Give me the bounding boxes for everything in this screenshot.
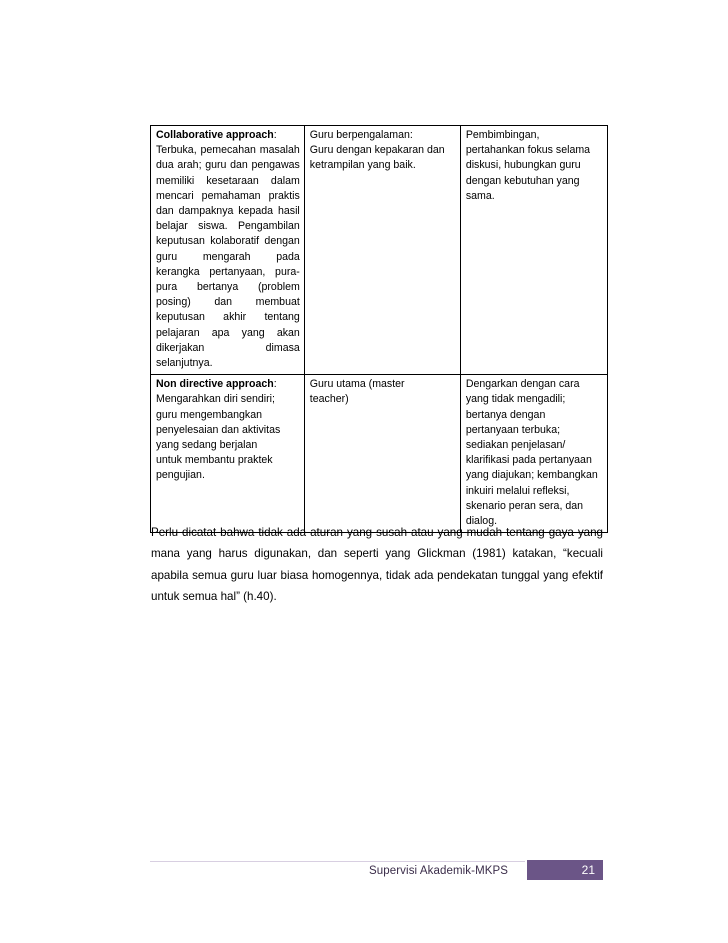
footer-divider xyxy=(150,861,525,862)
approach-description: Mengarahkan diri sendiri; guru mengembangkan penyelesaian dan aktivitas yang sedang berjalan untuk membantu praktek pengujian. xyxy=(156,393,281,482)
approach-name-separator: : xyxy=(273,378,277,391)
supervisor-description: Guru berpengalaman: Guru dengan kepakaran dan ketrampilan yang baik. xyxy=(309,129,445,172)
behavior-description: Dengarkan dengan cara yang tidak mengadili; bertanya dengan pertanyaan terbuka; sediakan penjelasan/ klarifikasi pada pertanyaan yang diajukan; kembangkan inkuiri melalui refleksi, skenario peran sera, dan dialog. xyxy=(465,378,598,528)
page-number-badge xyxy=(527,860,603,880)
table-row xyxy=(151,126,608,375)
table-cell-behavior xyxy=(460,126,607,375)
approach-description: Terbuka, pemecahan masalah dua arah; guru dan pengawas memiliki kesetaraan dalam mencari pemahaman praktis dan dampaknya kepada hasil belajar siswa. Pengambilan keputusan kolaboratif dengan guru mengarah pada kerangka pertanyaan, pura-pura bertanya (problem posing) dan membuat keputusan akhir tentang pelajaran apa yang akan dikerjakan dimasa selanjutnya. xyxy=(156,144,300,370)
body-paragraph: Perlu dicatat bahwa tidak ada aturan yang susah atau yang mudah tentang gaya yang mana yang harus digunakan, dan seperti yang Glickman (1981) katakan, “kecuali apabila semua guru luar biasa homogennya, tidak ada pendekatan tunggal yang efektif untuk semua hal” (h.40). xyxy=(151,525,603,604)
table-cell-behavior xyxy=(460,375,607,533)
supervision-approach-table xyxy=(150,125,608,533)
behavior-description: Pembimbingan, pertahankan fokus selama diskusi, hubungkan guru dengan kebutuhan yang sama. xyxy=(465,129,591,202)
table-cell-approach xyxy=(151,375,305,533)
approach-name: Non directive approach xyxy=(156,378,274,391)
table-cell-approach xyxy=(151,126,305,375)
approach-name-separator: : xyxy=(273,129,277,141)
page-number: 21 xyxy=(581,863,595,877)
table-cell-supervisor xyxy=(304,126,460,375)
table-row xyxy=(151,375,608,533)
approach-name: Collaborative approach xyxy=(156,129,274,141)
supervisor-description: Guru utama (master teacher) xyxy=(309,378,405,406)
footer-title: Supervisi Akademik-MKPS xyxy=(369,865,509,877)
table-cell-supervisor xyxy=(304,375,460,533)
